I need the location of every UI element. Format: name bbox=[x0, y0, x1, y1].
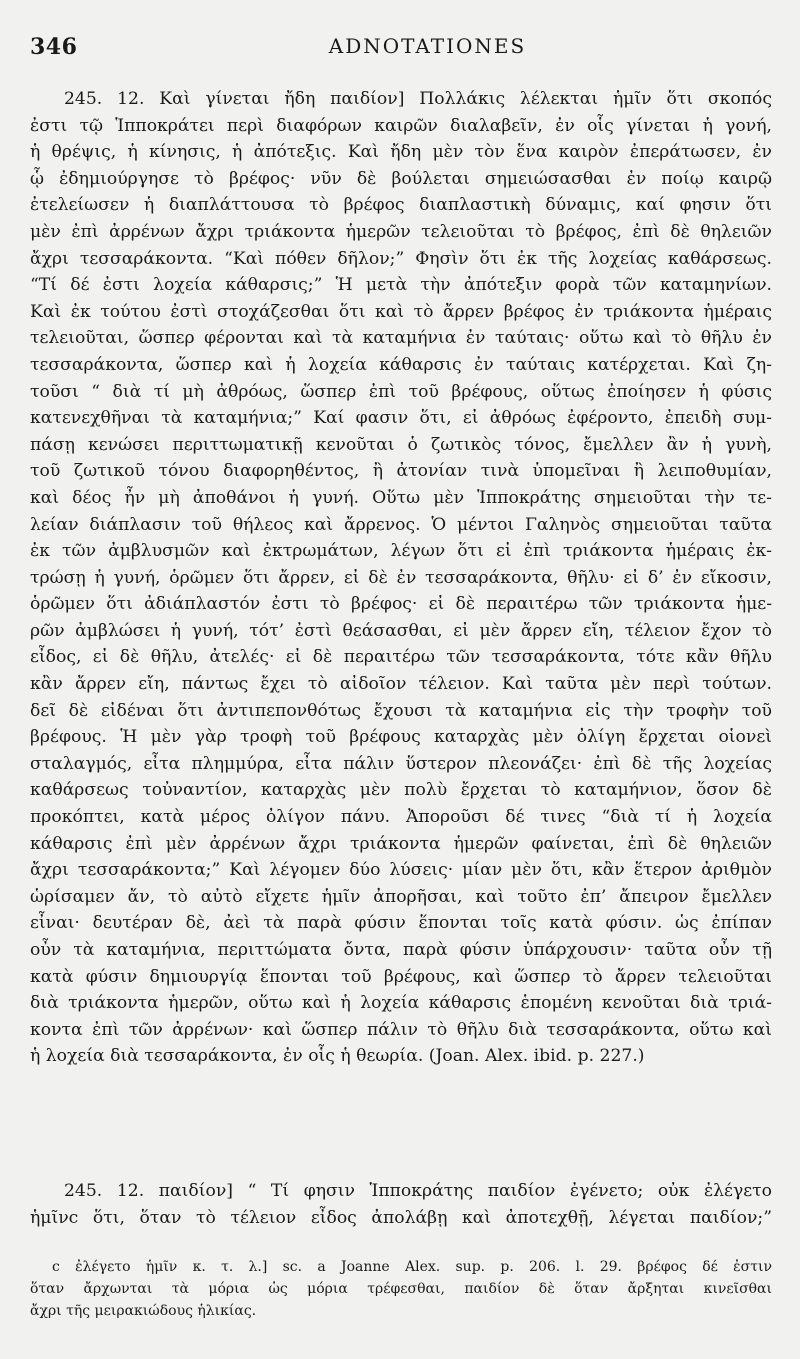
text-line: ἐτελείωσεν ἡ διαπλάττουσα τὸ βρέφος διαπλαστικὴ δύναμις, καί φησιν ὅτι bbox=[30, 195, 772, 216]
second-annotation bbox=[30, 1178, 772, 1231]
text-line: 245. 12. παιδίον] “ Τί φησιν Ἱπποκράτης παιδίον ἐγένετο; οὐκ ἐλέγετο bbox=[64, 1181, 772, 1201]
text-line: δεῖ δὲ εἰδέναι ὅτι ἀντιπεπονθότως ἔχουσι τὰ καταμήνια εἰς τὴν τροφὴν τοῦ bbox=[30, 700, 772, 721]
text-line: “Τί δέ ἐστι λοχεία κάθαρσις;” Ἡ μετὰ τὴν ἀπότεξιν φορὰ τῶν καταμηνίων. bbox=[30, 275, 772, 296]
text-line: κοντα ἐπὶ τῶν ἀρρένων· καὶ ὥσπερ πάλιν τὸ θῆλυ διὰ τεσσαράκοντα, οὕτω καὶ bbox=[30, 1019, 772, 1040]
text-line: μὲν ἐπὶ ἀρρένων ἄχρι τριάκοντα ἡμερῶν τελειοῦται τὸ βρέφος, ἐπὶ δὲ θηλειῶν bbox=[30, 221, 772, 242]
text-line: προκόπτει, κατὰ μέρος ὀλίγον πάνυ. Ἀποροῦσι δέ τινες “διὰ τί ἡ λοχεία bbox=[30, 807, 772, 828]
text-line: ὡρίσαμεν ἄν, τὸ αὐτὸ εἴχετε ἡμῖν ἀπορῆσαι, καὶ τοῦτο ἐπ’ ἄπειρον ἔμελλεν bbox=[30, 886, 772, 907]
text-line: κάθαρσις ἐπὶ μὲν ἀρρένων ἄχρι τριάκοντα ἡμερῶν φαίνεται, ἐπὶ δὲ θηλειῶν bbox=[30, 833, 772, 854]
text-line: καθάρσεως τοὐναντίον, καταρχὰς μὲν πολὺ ἔρχεται τὸ καταμήνιον, ὅσον δὲ bbox=[30, 780, 772, 801]
text-line: πάσῃ κενώσει περιττωματικῇ κενοῦται ὁ ζωτικὸς τόνος, ἔμελλεν ἂν ἡ γυνὴ, bbox=[30, 434, 772, 455]
text-line: 245. 12. Καὶ γίνεται ἤδη παιδίον] Πολλάκις λέλεκται ἡμῖν ὅτι σκοπός bbox=[64, 89, 772, 109]
text-line: ἡμῖνc ὅτι, ὅταν τὸ τέλειον εἶδος ἀπολάβῃ καὶ ἀποτεχθῇ, λέγεται παιδίον;” bbox=[30, 1207, 772, 1228]
text-line: διὰ τριάκοντα ἡμερῶν, οὕτω καὶ ἡ λοχεία κάθαρσις ἑπομένη κενοῦται διὰ τριά- bbox=[30, 993, 772, 1014]
text-line: κατὰ φύσιν δημιουργίᾳ ἕπονται τοῦ βρέφους, καὶ ὥσπερ τὸ ἄρρεν τελειοῦται bbox=[30, 966, 772, 987]
text-line: ἐστι τῷ Ἱπποκράτει περὶ διαφόρων καιρῶν διαλαβεῖν, ἐν οἷς γίνεται ἡ γονή, bbox=[30, 115, 772, 136]
running-head: ADNOTATIONES bbox=[328, 34, 527, 58]
annotation-body bbox=[30, 86, 772, 1070]
footnote bbox=[30, 1256, 772, 1322]
text-line: κατενεχθῆναι τὰ καταμήνια;” Καί φασιν ὅτι, εἰ ἀθρόως ἐφέροντο, ἐπειδὴ συμ- bbox=[30, 408, 772, 429]
text-line: Καὶ ἐκ τούτου ἐστὶ στοχάζεσθαι ὅτι καὶ τὸ ἄρρεν βρέφος ἐν τριάκοντα ἡμέραις bbox=[30, 301, 772, 322]
text-line: ἐκ τῶν ἀμβλυσμῶν καὶ ἐκτρωμάτων, λέγων ὅτι εἰ ἐπὶ τριάκοντα ἡμέραις ἐκ- bbox=[30, 541, 772, 562]
footnote-line: ὅταν ἄρχωνται τὰ μόρια ὡς μόρια τρέφεσθαι, παιδίον δὲ ὅταν ἄρξηται κινεῖσθαι bbox=[30, 1281, 772, 1297]
text-line: ἄχρι τεσσαράκοντα. “Καὶ πόθεν δῆλον;” Φησὶν ὅτι ἐκ τῆς λοχείας καθάρσεως. bbox=[30, 248, 772, 269]
text-line: ᾧ ἐδημιούργησε τὸ βρέφος· νῦν δὲ βούλεται σημειώσασθαι ἐν ποίῳ καιρῷ bbox=[30, 168, 772, 189]
page-number: 346 bbox=[30, 34, 78, 60]
text-line: τοῦ ζωτικοῦ τόνου διαφορηθέντος, ἢ ἀτονίαν τινὰ ὑπομεῖναι ἢ λειποθυμίαν, bbox=[30, 461, 772, 482]
text-line: βρέφους. Ἡ μὲν γὰρ τροφὴ τοῦ βρέφους καταρχὰς μὲν ὀλίγη ἔρχεται οἱονεὶ bbox=[30, 727, 772, 748]
text-line: ρῶν ἀμβλώσει ἡ γυνή, τότ’ ἐστὶ θεάσασθαι, εἰ μὲν ἄρρεν εἴη, τέλειον ἔχον τὸ bbox=[30, 620, 772, 641]
text-line: οὖν τὰ καταμήνια, περιττώματα ὄντα, παρὰ φύσιν ὑπάρχουσιν· ταῦτα οὖν τῇ bbox=[30, 940, 772, 960]
text-line: σταλαγμός, εἶτα πλημμύρα, εἶτα πάλιν ὕστερον πλεονάζει· ἐπὶ δὲ τῆς λοχείας bbox=[30, 753, 772, 774]
text-line: κἂν ἄρρεν εἴη, πάντως ἔχει τὸ αἰδοῖον τέλειον. Καὶ ταῦτα μὲν περὶ τούτων. bbox=[30, 674, 772, 695]
text-line: τελειοῦται, ὥσπερ φέρονται καὶ τὰ καταμήνια ἐν ταύταις· οὕτω καὶ τὸ θῆλυ ἐν bbox=[30, 328, 772, 349]
text-line: τρώσῃ ἡ γυνή, ὁρῶμεν ὅτι ἄρρεν, εἰ δὲ ἐν τεσσαράκοντα, θῆλυ· εἰ δ’ ἐν εἴκοσιν, bbox=[30, 567, 772, 588]
text-line: ὁρῶμεν ὅτι ἀδιάπλαστόν ἐστι τὸ βρέφος· εἰ δὲ περαιτέρω τῶν τριάκοντα ἡμε- bbox=[30, 594, 772, 615]
text-line: καὶ δέος ἦν μὴ ἀποθάνοι ἡ γυνή. Οὕτω μὲν Ἱπποκράτης σημειοῦται τὴν τε- bbox=[30, 487, 772, 508]
text-line: ἄχρι τεσσαράκοντα;” Καὶ λέγομεν δύο λύσεις· μίαν μὲν ὅτι, κἂν ἕτερον ἀριθμὸν bbox=[30, 860, 772, 881]
footnote-line: c ἐλέγετο ἡμῖν κ. τ. λ.] sc. a Joanne Alex. sup. p. 206. l. 29. βρέφος δέ ἐστιν bbox=[52, 1259, 772, 1275]
page-header bbox=[30, 34, 770, 64]
text-line: εἶναι· δευτέραν δὲ, ἀεὶ τὰ παρὰ φύσιν ἕπονται τοῖς κατὰ φύσιν. ὡς ἐπίπαν bbox=[30, 913, 772, 934]
text-line: ἡ λοχεία διὰ τεσσαράκοντα, ἐν οἷς ἡ θεωρία. (Joan. Alex. ibid. p. 227.) bbox=[30, 1046, 645, 1067]
text-line: λείαν διάπλασιν τοῦ θήλεος καὶ ἄρρενος. Ὁ μέντοι Γαληνὸς σημειοῦται ταῦτα bbox=[30, 514, 772, 535]
text-line: ἡ θρέψις, ἡ κίνησις, ἡ ἀπότεξις. Καὶ ἤδη μὲν τὸν ἕνα καιρὸν ἐπεράτωσεν, ἐν bbox=[30, 142, 772, 163]
text-line: τεσσαράκοντα, ὥσπερ καὶ ἡ λοχεία κάθαρσις ἐν ταύταις κατέρχεται. Καὶ ζη- bbox=[30, 354, 772, 375]
text-line: τοῦσι “ διὰ τί μὴ ἀθρόως, ὥσπερ ἐπὶ τοῦ βρέφους, οὕτως ἐποίησεν ἡ φύσις bbox=[30, 381, 772, 402]
footnote-line: ἄχρι τῆς μειρακιώδους ἡλικίας. bbox=[30, 1303, 257, 1319]
text-line: εἶδος, εἰ δὲ θῆλυ, ἀτελές· εἰ δὲ περαιτέρω τῶν τεσσαράκοντα, τότε κἂν θῆλυ bbox=[30, 647, 772, 668]
